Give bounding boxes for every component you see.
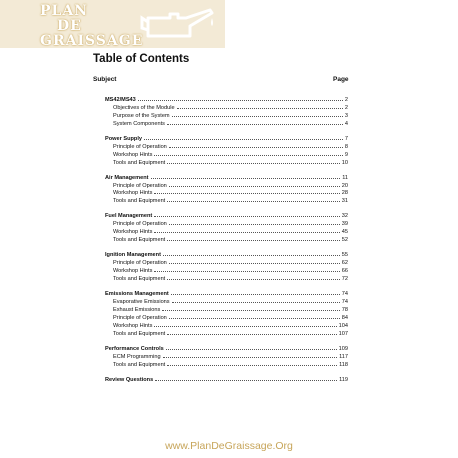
toc-entry-page: 9 [344, 151, 348, 158]
dot-leader [167, 240, 340, 241]
toc-item-row [105, 152, 348, 160]
toc-entry-page: 39 [341, 221, 348, 228]
toc-section-title-row [105, 97, 348, 105]
dot-leader [167, 365, 337, 366]
toc-entry-page: 74 [341, 291, 348, 298]
toc-entry-label: Fuel Management [105, 213, 153, 220]
dot-leader [151, 178, 341, 179]
toc-entry-page: 8 [344, 143, 348, 150]
watermark-logo [0, 0, 225, 48]
toc-entry-label: Workshop Hints [113, 151, 153, 158]
dot-leader [138, 100, 343, 101]
toc-entry-label: Principle of Operation [113, 182, 167, 189]
toc-entry-page: 109 [338, 345, 348, 352]
toc-entry-page: 3 [344, 112, 348, 119]
dot-leader [154, 155, 342, 156]
toc-entry-page: 2 [344, 97, 348, 103]
toc-item-row [105, 268, 348, 276]
toc-entry-page: 20 [341, 182, 348, 189]
toc-item-row [105, 183, 348, 191]
dot-leader [155, 380, 337, 381]
logo-line-2: DE [57, 18, 82, 34]
toc-entry-label: Air Management [105, 174, 149, 181]
dot-leader [154, 326, 336, 327]
toc-entry-page: 7 [344, 135, 348, 142]
toc-entry-label: Power Supply [105, 135, 142, 142]
toc-item-row [105, 190, 348, 198]
dot-leader [154, 193, 339, 194]
dot-leader [167, 124, 343, 125]
toc-item-row [105, 105, 348, 113]
toc-section [105, 291, 348, 338]
toc-entry-page: 52 [341, 237, 348, 244]
toc-entry-page: 28 [341, 190, 348, 197]
toc-entry-page: 72 [341, 275, 348, 282]
toc-entry-page: 119 [339, 376, 348, 383]
toc-entry-label: Exhaust Emissions [113, 306, 161, 313]
toc-entry-label: ECM Programming [113, 353, 161, 360]
toc-entry-label: Evaporative Emissions [113, 298, 170, 305]
toc-section-title-row [105, 175, 348, 183]
toc-item-row [105, 113, 348, 121]
toc-entry-label: Principle of Operation [113, 314, 167, 321]
toc-entry-label: Purpose of the System [113, 112, 170, 119]
toc-section [105, 252, 348, 284]
table-of-contents [105, 97, 348, 392]
toc-item-row [105, 221, 348, 229]
toc-entry-label: Workshop Hints [113, 322, 153, 329]
toc-entry-label: Review Questions [105, 376, 154, 383]
dot-leader [169, 147, 343, 148]
dot-leader [169, 318, 340, 319]
toc-item-row [105, 331, 348, 339]
toc-item-row [105, 354, 348, 362]
dot-leader [163, 357, 338, 358]
toc-item-row [105, 260, 348, 268]
toc-item-row [105, 229, 348, 237]
toc-section-title-row [105, 291, 348, 299]
toc-entry-page: 117 [339, 353, 348, 360]
toc-entry-label: Principle of Operation [113, 143, 167, 150]
toc-entry-page: 62 [341, 260, 348, 267]
footer-watermark-url: www.PlanDeGraissage.Org [165, 440, 293, 452]
toc-section [105, 97, 348, 129]
toc-entry-label: Ignition Management [105, 252, 161, 259]
toc-section-title-row [105, 136, 348, 144]
toc-item-row [105, 323, 348, 331]
dot-leader [162, 310, 340, 311]
dot-leader [167, 163, 340, 164]
toc-entry-label: System Components [113, 120, 165, 127]
toc-entry-page: 10 [341, 159, 348, 166]
toc-item-row [105, 198, 348, 206]
toc-item-row [105, 299, 348, 307]
dot-leader [172, 116, 343, 117]
toc-entry-page: 11 [342, 174, 348, 181]
toc-entry-label: Tools and Equipment [113, 275, 166, 282]
toc-section [105, 136, 348, 168]
toc-entry-label: Tools and Equipment [113, 330, 166, 337]
logo-line-3: GRAISSAGE [40, 33, 144, 49]
toc-entry-page: 2 [344, 104, 348, 111]
dot-leader [166, 349, 337, 350]
toc-entry-page: 104 [338, 322, 348, 329]
toc-section-title-row [105, 377, 348, 385]
toc-entry-label: Tools and Equipment [113, 159, 166, 166]
toc-entry-page: 66 [341, 268, 348, 275]
toc-item-row [105, 144, 348, 152]
toc-entry-page: 45 [341, 229, 348, 236]
toc-entry-page: 32 [341, 213, 348, 220]
toc-entry-label: Workshop Hints [113, 268, 153, 275]
dot-leader [169, 186, 340, 187]
toc-item-row [105, 315, 348, 323]
subject-header: Subject [93, 76, 117, 83]
logo-line-1: PLAN [40, 3, 89, 19]
toc-entry-page: 55 [341, 252, 348, 259]
toc-entry-page: 31 [341, 198, 348, 205]
dot-leader [177, 108, 343, 109]
dot-leader [154, 216, 340, 217]
page-header: Page [333, 76, 349, 83]
toc-entry-label: Principle of Operation [113, 260, 167, 267]
toc-item-row [105, 121, 348, 129]
toc-entry-page: 4 [344, 120, 348, 127]
toc-section-title-row [105, 346, 348, 354]
toc-entry-page: 74 [341, 298, 348, 305]
toc-entry-label: Performance Controls [105, 345, 164, 352]
toc-section [105, 213, 348, 245]
toc-entry-page: 118 [339, 361, 348, 368]
dot-leader [167, 201, 340, 202]
toc-entry-label: Workshop Hints [113, 190, 153, 197]
toc-section-title-row [105, 213, 348, 221]
toc-item-row [105, 160, 348, 168]
toc-entry-page: 84 [341, 314, 348, 321]
toc-entry-label: MS42/MS43 [105, 97, 136, 103]
toc-item-row [105, 362, 348, 370]
dot-leader [172, 302, 340, 303]
toc-entry-label: Workshop Hints [113, 229, 153, 236]
dot-leader [169, 224, 340, 225]
dot-leader [144, 139, 343, 140]
toc-item-row [105, 237, 348, 245]
toc-entry-label: Tools and Equipment [113, 361, 166, 368]
dot-leader [169, 263, 340, 264]
toc-entry-label: Tools and Equipment [113, 237, 166, 244]
toc-section [105, 377, 348, 385]
dot-leader [154, 232, 339, 233]
dot-leader [167, 334, 336, 335]
toc-section [105, 346, 348, 370]
page-title: Table of Contents [93, 53, 190, 65]
toc-entry-label: Emissions Management [105, 291, 169, 298]
toc-item-row [105, 307, 348, 315]
dot-leader [167, 279, 340, 280]
toc-entry-label: Principle of Operation [113, 221, 167, 228]
oil-can-icon [140, 4, 220, 44]
toc-entry-label: Tools and Equipment [113, 198, 166, 205]
toc-entry-page: 107 [338, 330, 348, 337]
dot-leader [163, 255, 340, 256]
dot-leader [171, 294, 340, 295]
toc-entry-label: Objectives of the Module [113, 104, 175, 111]
toc-section-title-row [105, 252, 348, 260]
dot-leader [154, 271, 339, 272]
toc-item-row [105, 276, 348, 284]
toc-section [105, 175, 348, 207]
toc-entry-page: 78 [341, 306, 348, 313]
